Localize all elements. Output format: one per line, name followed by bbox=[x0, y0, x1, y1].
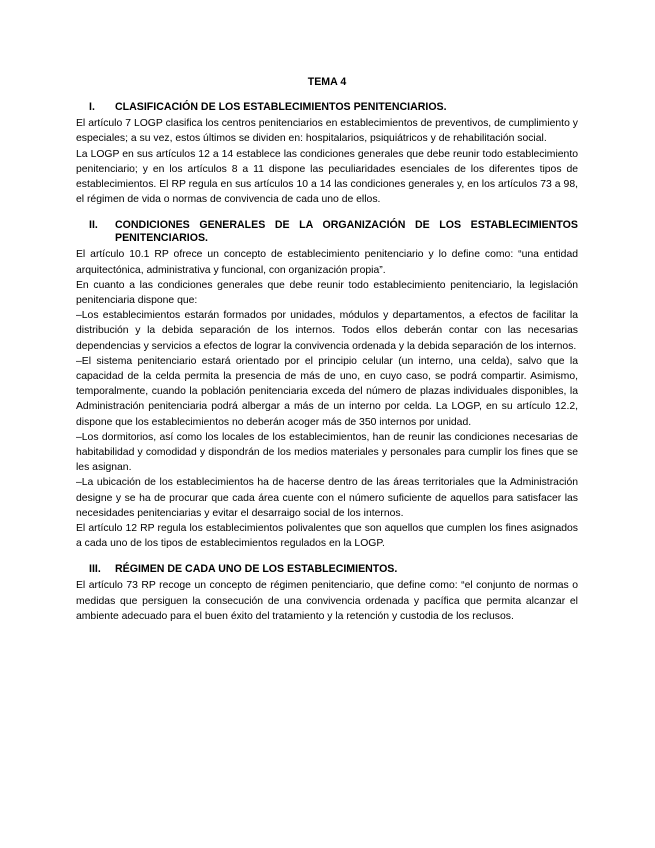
list-item: –Los establecimientos estarán formados por unidades, módulos y departamentos, a efectos de facilitar la distribución y la debida separación de los internos. Todos ellos deberán contar con las necesarias dependencias y servicios a efectos de lograr la convivencia ordenada y la debida separación de los internos. bbox=[76, 310, 578, 352]
section-title: CLASIFICACIÓN DE LOS ESTABLECIMIENTOS PENITENCIARIOS. bbox=[115, 101, 447, 114]
list-item: –El sistema penitenciario estará orientado por el principio celular (un interno, una celda), salvo que la capacidad de la celda permita la presencia de más de uno, en cuyo caso, se podrá compartir. Asimismo, temporalmente, cuando la población penitenciaria exceda del número de plazas individuales disponibles, la Administración penitenciaria podrá albergar a más de un interno por celda. La LOGP, en su artículo 12.2, dispone que los establecimientos no deberán acoger más de 350 internos por unidad. bbox=[76, 355, 578, 428]
section-heading-3 bbox=[76, 563, 578, 576]
section-heading-2 bbox=[76, 219, 578, 245]
paragraph: El artículo 7 LOGP clasifica los centros penitenciarios en establecimientos de preventivos, de cumplimiento y especiales; a su vez, estos últimos se dividen en: hospitalarios, psiquiátricos y de rehabilitación social. bbox=[76, 118, 578, 145]
section-number: II. bbox=[89, 219, 98, 232]
list-item: –La ubicación de los establecimientos ha de hacerse dentro de las áreas territoriales que la Administración designe y se ha de procurar que cada área cuente con el número suficiente de aquellos para satisfacer las necesidades penitenciarias y evitar el desarraigo social de los internos. bbox=[76, 477, 578, 519]
paragraph: El artículo 12 RP regula los establecimientos polivalentes que son aquellos que cumplen los fines asignados a cada uno de los tipos de establecimientos regulados en la LOGP. bbox=[76, 523, 578, 550]
paragraph: La LOGP en sus artículos 12 a 14 establece las condiciones generales que debe reunir todo establecimiento penitenciario; y en los artículos 8 a 11 dispone las peculiaridades esenciales de los diferentes tipos de establecimientos. El RP regula en sus artículos 10 a 14 las condiciones generales y, en los artículos 73 a 98, el régimen de vida o normas de convivencia de cada uno de ellos. bbox=[76, 148, 578, 206]
document-title: TEMA 4 bbox=[307, 76, 347, 88]
section-number: III. bbox=[89, 563, 101, 576]
section-title: RÉGIMEN DE CADA UNO DE LOS ESTABLECIMIENTOS. bbox=[115, 563, 398, 576]
section-heading-1 bbox=[76, 101, 578, 114]
paragraph: El artículo 10.1 RP ofrece un concepto de establecimiento penitenciario y lo define como: “una entidad arquitectónica, administrativa y funcional, con organización propia”. bbox=[76, 249, 578, 276]
section-number: I. bbox=[89, 101, 95, 114]
section-title: CONDICIONES GENERALES DE LA ORGANIZACIÓN DE LOS ESTABLECIMIENTOS PENITENCIARIOS. bbox=[115, 219, 578, 245]
document-page bbox=[76, 75, 578, 624]
paragraph: En cuanto a las condiciones generales que debe reunir todo establecimiento penitenciario, la legislación penitenciaria dispone que: bbox=[76, 279, 578, 307]
paragraph: El artículo 73 RP recoge un concepto de régimen penitenciario, que define como: “el conjunto de normas o medidas que persiguen la consecución de una convivencia ordenada y pacífica que permita alcanzar el ambiente adecuado para el buen éxito del tratamiento y la retención y custodia de los reclusos. bbox=[76, 580, 578, 622]
list-item: –Los dormitorios, así como los locales de los establecimientos, han de reunir las condiciones necesarias de habitabilidad y comodidad y dispondrán de los medios materiales y personales para cumplir los fines que se les asignan. bbox=[76, 431, 578, 474]
